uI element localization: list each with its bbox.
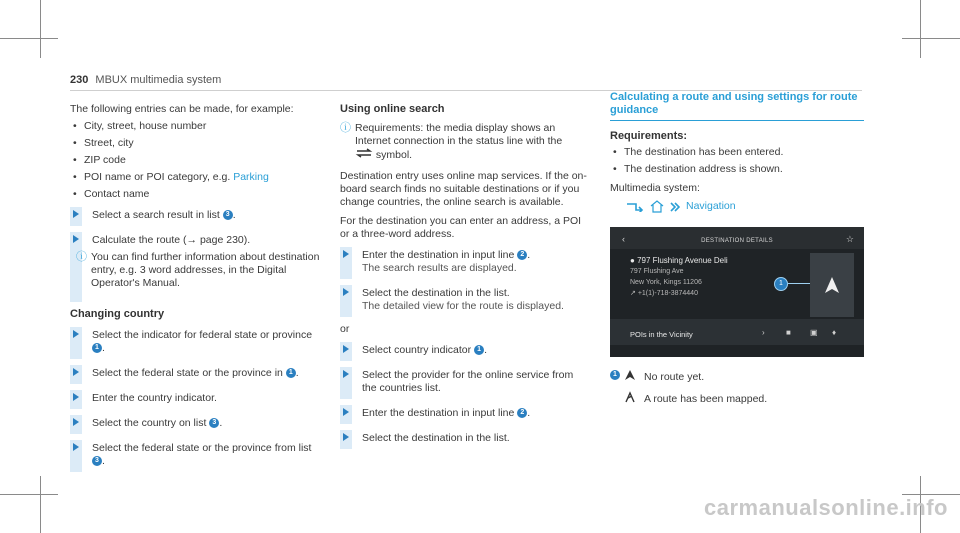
column-3 xyxy=(610,91,864,413)
paragraph: For the destination you can enter an address, a POI or a three-word address. xyxy=(340,215,582,240)
step xyxy=(70,390,320,409)
screen-title: DESTINATION DETAILS xyxy=(701,238,773,244)
poi-name: 797 Flushing Avenue Deli xyxy=(637,256,728,265)
home-icon[interactable] xyxy=(650,200,664,213)
screen-top-bar xyxy=(610,227,864,249)
step-text: Select country indicator xyxy=(362,344,475,356)
step xyxy=(70,232,320,302)
step-arrow-icon xyxy=(73,443,79,451)
marker-3: 3 xyxy=(209,418,219,428)
step-text: Select the country on list xyxy=(92,417,210,429)
poi-details xyxy=(630,255,728,299)
step-arrow-icon xyxy=(73,235,79,243)
legend-text: A route has been mapped. xyxy=(644,392,768,405)
marker-1: 1 xyxy=(610,370,620,380)
step-text: Select the federal state or the province in xyxy=(92,367,286,379)
step-arrow-icon xyxy=(73,368,79,376)
list-item-text: POI name or POI category, e.g. xyxy=(84,171,234,183)
poi-phone[interactable]: +1(1)-718-3874440 xyxy=(637,290,698,297)
internet-connection-icon xyxy=(355,149,376,161)
page-header xyxy=(70,74,221,86)
marker-1: 1 xyxy=(474,345,484,355)
double-chevron-icon xyxy=(670,202,680,212)
route-button[interactable] xyxy=(810,253,854,317)
step-result: The search results are displayed. xyxy=(362,262,517,274)
step: Select the federal state or the province from list 3 . xyxy=(70,440,320,472)
screen-bottom-bar xyxy=(610,319,864,345)
crop-mark xyxy=(902,38,960,39)
info-icon: ⓘ xyxy=(340,122,351,134)
step-arrow-icon xyxy=(73,418,79,426)
requirements-list xyxy=(610,146,864,176)
paragraph: Destination entry uses online map services. If the on-board search finds no suitable destinations or if you change countries, the online search is available. xyxy=(340,170,587,208)
marker-3: 3 xyxy=(92,456,102,466)
info-icon: ⓘ xyxy=(76,251,87,263)
return-arrow-icon xyxy=(626,202,644,212)
heading-underline xyxy=(610,120,864,121)
list-item: • City, street, house number xyxy=(70,120,320,133)
list-item: • ZIP code xyxy=(70,154,320,167)
step: Select the indicator for federal state or province 1 . xyxy=(70,327,320,359)
page-number: 230 xyxy=(70,74,89,86)
entry-list xyxy=(70,120,320,201)
marker-2: 2 xyxy=(517,408,527,418)
callout-line xyxy=(788,283,810,284)
step xyxy=(340,367,590,399)
step-arrow-icon xyxy=(343,370,349,378)
list-item xyxy=(70,171,320,184)
step-text: Select the provider for the online service from the countries list. xyxy=(362,369,574,394)
poi-address-line: New York, Kings 11206 xyxy=(630,279,702,286)
note xyxy=(76,251,320,290)
step-text: Select the indicator for federal state or province xyxy=(92,329,313,341)
legend xyxy=(610,369,864,407)
watermark: carmanualsonline.info xyxy=(704,495,948,520)
multimedia-label: Multimedia system: xyxy=(610,182,700,194)
menu-path xyxy=(626,200,864,213)
marker-1: 1 xyxy=(92,343,102,353)
fuel-icon[interactable]: ■ xyxy=(786,328,791,337)
step-text: Select a search result in list xyxy=(92,209,223,221)
step-arrow-icon xyxy=(343,288,349,296)
note-text-tail: symbol. xyxy=(375,149,413,161)
step-text: Enter the destination in input line xyxy=(362,407,518,419)
step: Enter the destination in input line 2 . xyxy=(340,405,590,424)
marker-2: 2 xyxy=(517,250,527,260)
step: Select country indicator 1 . xyxy=(340,342,590,361)
heading-online-search: Using online search xyxy=(340,103,445,115)
step: Select the federal state or the province in 1 . xyxy=(70,365,320,384)
step-arrow-icon xyxy=(73,393,79,401)
requirements-heading: Requirements: xyxy=(610,130,688,142)
step-text: Select the destination in the list. xyxy=(362,432,510,444)
step-text: Calculate the route (→ page 230). xyxy=(92,234,251,246)
destination-details-screenshot xyxy=(610,227,864,357)
crop-mark xyxy=(920,0,921,58)
step-arrow-icon xyxy=(343,408,349,416)
heading-changing-country: Changing country xyxy=(70,308,165,320)
column-2 xyxy=(340,103,590,455)
route-mapped-icon xyxy=(624,391,636,407)
crop-mark xyxy=(40,0,41,58)
list-item: • The destination address is shown. xyxy=(610,163,864,176)
parking-icon[interactable]: ▣ xyxy=(810,328,818,337)
step-text: Select the federal state or the province from list xyxy=(92,442,312,454)
header-title: MBUX multimedia system xyxy=(95,74,222,86)
crop-mark xyxy=(0,494,58,495)
legend-row xyxy=(624,391,864,407)
marker-1: 1 xyxy=(286,368,296,378)
note-text: You can find further information about destination entry, e.g. 3 word addresses, in the Digital Operator's Manual. xyxy=(91,251,320,289)
list-item: • Contact name xyxy=(70,188,320,201)
step-text: Select the destination in the list. xyxy=(362,287,510,299)
step-arrow-icon xyxy=(343,250,349,258)
list-item: • Street, city xyxy=(70,137,320,150)
step xyxy=(340,430,590,449)
or-text: or xyxy=(340,323,350,335)
column-1 xyxy=(70,103,320,478)
step-result: The detailed view for the route is displayed. xyxy=(362,300,564,312)
note-text: Requirements: the media display shows an Internet connection in the status line with the xyxy=(355,122,563,147)
callout-marker-1: 1 xyxy=(774,277,788,291)
crop-mark xyxy=(40,476,41,533)
legend-row xyxy=(624,369,864,385)
restaurant-filter-icon[interactable]: ♦ xyxy=(832,328,837,337)
step xyxy=(340,285,590,317)
step: Enter the destination in input line 2 . The search results are displayed. xyxy=(340,247,590,279)
back-icon[interactable]: ‹ xyxy=(622,234,625,244)
parking-link[interactable]: Parking xyxy=(233,171,269,183)
star-icon[interactable]: ☆ xyxy=(845,234,854,244)
navigation-menu-item[interactable]: Navigation xyxy=(686,200,736,212)
step-arrow-icon xyxy=(343,345,349,353)
step-text: Enter the country indicator. xyxy=(92,392,217,404)
restaurant-icon: ● xyxy=(630,256,635,265)
phone-icon: ↗ xyxy=(630,290,636,297)
pois-vicinity-button[interactable]: POIs in the Vicinity xyxy=(630,330,693,339)
legend-text: No route yet. xyxy=(644,370,705,383)
heading-calculating-route: Calculating a route and using settings for route guidance xyxy=(610,91,858,116)
poi-address-line: 797 Flushing Ave xyxy=(630,268,684,275)
step: Select a search result in list 3 . xyxy=(70,207,320,226)
step: Select the country on list 3 . xyxy=(70,415,320,434)
step-text: Enter the destination in input line xyxy=(362,249,518,261)
chevron-right-icon[interactable]: › xyxy=(762,328,765,337)
step-arrow-icon xyxy=(343,433,349,441)
route-arrow-icon xyxy=(624,369,636,385)
step-arrow-icon xyxy=(73,210,79,218)
list-item: • The destination has been entered. xyxy=(610,146,864,159)
marker-3: 3 xyxy=(223,210,233,220)
step-arrow-icon xyxy=(73,330,79,338)
intro-text: The following entries can be made, for example: xyxy=(70,103,294,115)
crop-mark xyxy=(0,38,58,39)
note xyxy=(340,122,590,162)
